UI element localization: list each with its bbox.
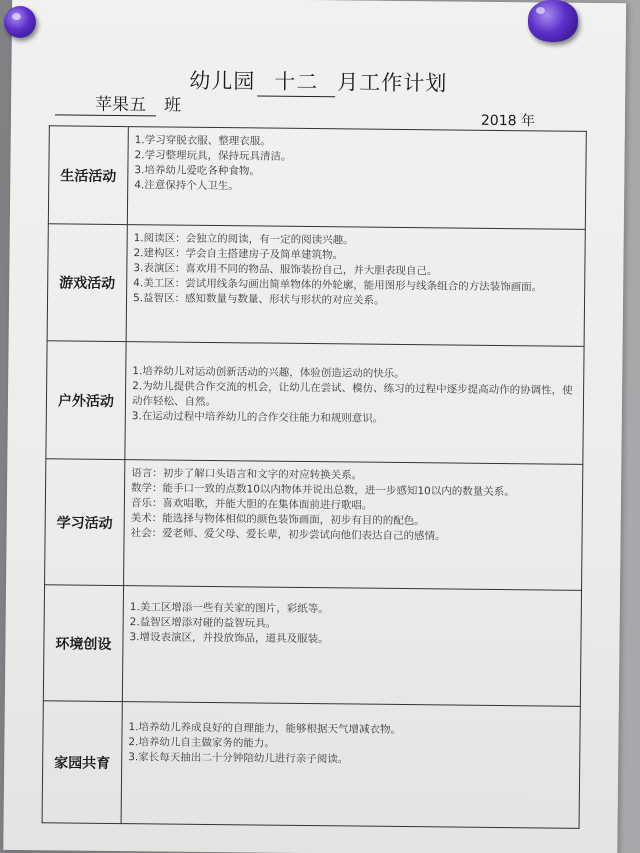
list-item: 4.美工区：尝试用线条勾画出简单物体的外轮廓，能用图形与线条组合的方法装饰画面。 [133,277,543,294]
list-item: 3.在运动过程中培养幼儿的合作交往能力和规则意识。 [131,410,384,425]
title-suffix: 月工作计划 [337,70,448,96]
year-label: 2018 年 [480,112,536,130]
list-item: 美术：能选择与物体相似的颜色装饰画面，初步有目的的配色。 [130,512,425,528]
list-item: 3.培养幼儿爱吃各种食物。 [134,164,260,178]
row-content [127,127,586,230]
row-content [121,702,580,829]
push-pin-icon [4,6,36,38]
table-row [45,459,583,591]
row-content [126,225,585,347]
row-content [122,586,581,707]
class-line [55,89,181,116]
list-item: 2.建构区：学会自主搭建房子及简单建筑物。 [133,247,344,262]
list-item: 数学：能手口一致的点数10以内物体并说出总数，进一步感知10以内的数量关系。 [131,482,515,499]
list-item: 2.为幼儿提供合作交流的机会，让幼儿在尝试、模仿、练习的过程中逐步提高动作的协调性，使动作轻松、自然。 [131,380,573,409]
list-item: 1.培养幼儿养成良好的自理能力，能够根据天气增减衣物。 [128,721,402,736]
row-category: 家园共育 [42,701,122,824]
list-item: 3.表演区：喜欢用不同的物品、服饰装扮自己，并大胆表现自己。 [133,262,438,278]
list-item: 1.阅读区：会独立的阅读，有一定的阅读兴趣。 [133,232,354,247]
list-item: 1.学习穿脱衣服、整理衣服。 [134,134,271,148]
list-item: 2.益智区增添对碰的益智玩具。 [129,616,277,630]
plan-sheet [3,0,626,853]
title-prefix: 幼儿园 [189,68,256,94]
table-row [46,341,584,465]
table-row [43,585,581,707]
list-item: 3.增设表演区，并投放饰品，道具及服装。 [129,631,329,646]
list-item: 社会：爱老师、爱父母、爱长辈，初步尝试向他们表达自己的感情。 [130,527,446,543]
row-category: 学习活动 [45,459,125,586]
list-item: 语言：初步了解口头语言和文字的对应转换关系。 [131,467,363,482]
table-row [42,701,580,829]
list-item: 4.注意保持个人卫生。 [134,179,239,193]
push-pin-icon [528,0,578,42]
list-item: 音乐：喜欢唱歌，并能大胆的在集体面前进行歌唱。 [130,497,373,512]
plan-table [42,125,587,829]
list-item: 5.益智区：感知数量与数量、形状与形状的对应关系。 [132,292,385,307]
class-name: 苹果五 [55,89,156,116]
list-item: 3.家长每天抽出二十分钟陪幼儿进行亲子阅读。 [128,751,349,766]
list-item: 1.培养幼儿对运动创新活动的兴趣，体验创造运动的快乐。 [132,365,405,381]
list-item: 2.培养幼儿自主做家务的能力。 [128,736,275,750]
table-row [48,126,586,230]
row-category: 户外活动 [46,341,126,460]
row-content [125,342,584,465]
list-item: 1.美工区增添一些有关家的图片，彩纸等。 [129,601,329,616]
row-content [124,460,583,591]
row-category: 游戏活动 [47,224,127,342]
list-item: 2.学习整理玩具，保持玩具清洁。 [134,149,292,163]
month-blank: 十二 [257,65,335,97]
class-suffix: 班 [163,95,182,116]
table-row [47,224,585,347]
row-category: 生活活动 [48,126,128,225]
row-category: 环境创设 [43,585,123,702]
